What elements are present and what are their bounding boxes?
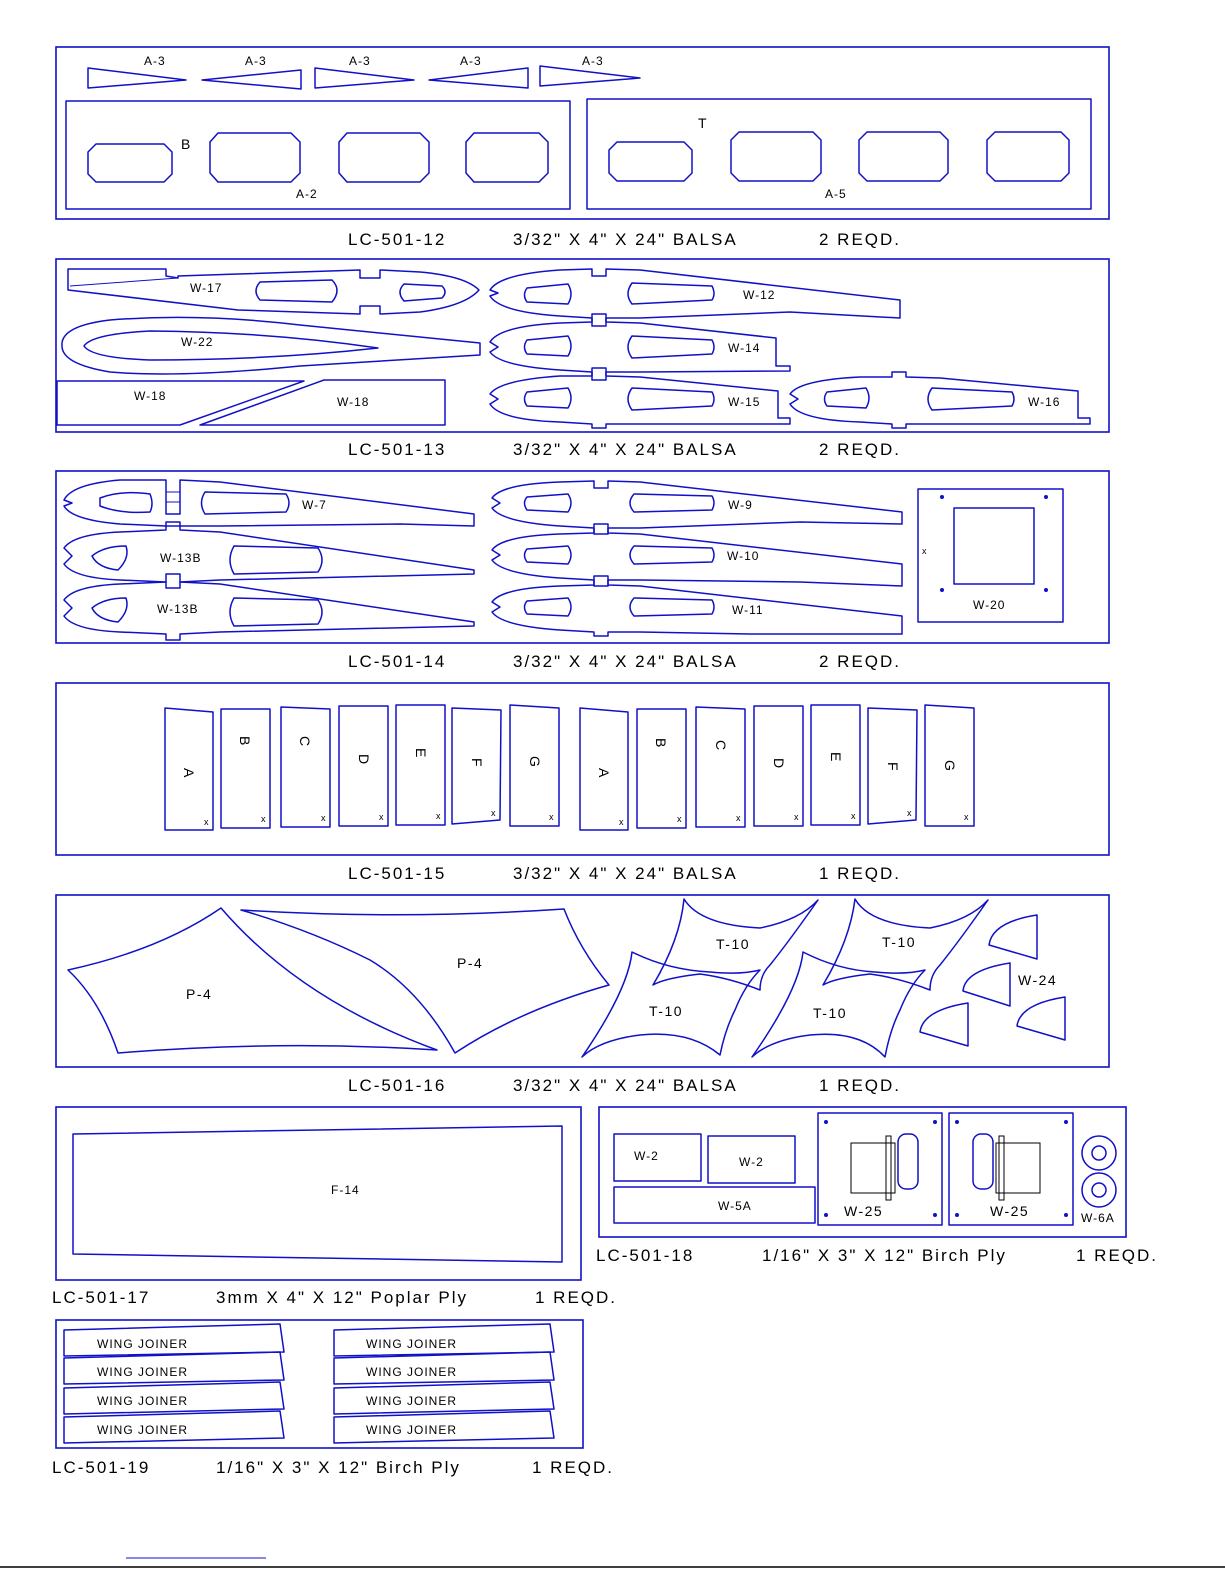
part-mark-x: x (964, 812, 970, 822)
part-label-w17: W-17 (190, 281, 223, 295)
part-label-b: B (181, 136, 192, 152)
part-label-w13b: W-13B (160, 551, 202, 565)
sheet-lc-501-14 (56, 471, 1109, 643)
rib-label-g: G (527, 756, 543, 769)
part-label-t10: T-10 (716, 936, 751, 952)
sheet-id-lc-501-14: LC-501-14 (348, 652, 447, 671)
sheet-qty-lc-501-12: 2 REQD. (819, 230, 902, 249)
sheet-qty-lc-501-16: 1 REQD. (819, 1076, 902, 1095)
rib-label-g: G (942, 760, 958, 773)
part-label-wing-joiner: WING JOINER (97, 1337, 188, 1351)
sheet-id-lc-501-19: LC-501-19 (52, 1458, 151, 1477)
part-label-w25: W-25 (990, 1203, 1030, 1219)
sheet-qty-lc-501-14: 2 REQD. (819, 652, 902, 671)
part-mark-x: x (794, 812, 800, 822)
part-mark-x: x (851, 811, 857, 821)
part-label-a3: A-3 (144, 54, 166, 68)
sheet-lc-501-17 (56, 1107, 581, 1280)
part-label-w18: W-18 (134, 389, 167, 403)
part-label-a3: A-3 (582, 54, 604, 68)
rib-label-a: A (181, 768, 197, 779)
part-label-w2: W-2 (739, 1155, 764, 1169)
part-label-w2: W-2 (634, 1149, 659, 1163)
sheet-spec-lc-501-13: 3/32" X 4" X 24" BALSA (513, 440, 738, 459)
part-label-w10: W-10 (727, 549, 760, 563)
rib-label-d: D (771, 758, 787, 770)
part-mark-x: x (619, 817, 625, 827)
sheet-spec-lc-501-17: 3mm X 4" X 12" Poplar Ply (216, 1288, 468, 1307)
part-mark-x: x (736, 813, 742, 823)
part-label-w6a: W-6A (1081, 1211, 1115, 1225)
part-label-wing-joiner: WING JOINER (97, 1423, 188, 1437)
part-label-a3: A-3 (245, 54, 267, 68)
sheet-lc-501-18 (599, 1107, 1126, 1237)
sheet-id-lc-501-12: LC-501-12 (348, 230, 447, 249)
sheet-spec-lc-501-19: 1/16" X 3" X 12" Birch Ply (216, 1458, 461, 1477)
part-label-w16: W-16 (1028, 395, 1061, 409)
part-label-wing-joiner: WING JOINER (366, 1337, 457, 1351)
rib-label-b: B (653, 738, 669, 749)
part-mark-x: x (907, 808, 913, 818)
rib-label-e: E (828, 752, 844, 763)
sheet-qty-lc-501-17: 1 REQD. (535, 1288, 618, 1307)
sheet-spec-lc-501-12: 3/32" X 4" X 24" BALSA (513, 230, 738, 249)
sheet-lc-501-12 (56, 47, 1109, 219)
rib-label-c: C (713, 740, 729, 752)
sheet-spec-lc-501-14: 3/32" X 4" X 24" BALSA (513, 652, 738, 671)
part-label-w14: W-14 (728, 341, 761, 355)
sheet-id-lc-501-15: LC-501-15 (348, 864, 447, 883)
part-label-t10: T-10 (649, 1003, 684, 1019)
part-label-a2: A-2 (296, 187, 318, 201)
part-mark-x: x (677, 814, 683, 824)
part-label-w13b: W-13B (157, 602, 199, 616)
part-mark-x: x (321, 813, 327, 823)
part-label-w7: W-7 (302, 498, 327, 512)
part-label-f14: F-14 (331, 1183, 360, 1197)
part-label-w18: W-18 (337, 395, 370, 409)
sheet-lc-501-19 (56, 1320, 583, 1448)
part-mark-x: x (491, 808, 497, 818)
part-label-a3: A-3 (460, 54, 482, 68)
part-label-wing-joiner: WING JOINER (366, 1365, 457, 1379)
rib-label-a: A (596, 768, 612, 779)
part-label-wing-joiner: WING JOINER (97, 1365, 188, 1379)
part-label-wing-joiner: WING JOINER (366, 1423, 457, 1437)
part-label-wing-joiner: WING JOINER (366, 1394, 457, 1408)
part-label-w24: W-24 (1018, 972, 1058, 988)
rib-label-d: D (356, 754, 372, 766)
part-mark-x: x (922, 546, 928, 556)
part-label-a5: A-5 (825, 187, 847, 201)
part-label-p4: P-4 (186, 986, 213, 1002)
sheet-id-lc-501-13: LC-501-13 (348, 440, 447, 459)
sheet-qty-lc-501-19: 1 REQD. (532, 1458, 615, 1477)
part-label-w25: W-25 (844, 1203, 884, 1219)
part-mark-x: x (379, 812, 385, 822)
sheet-id-lc-501-17: LC-501-17 (52, 1288, 151, 1307)
rib-label-e: E (413, 748, 429, 759)
part-label-a3: A-3 (349, 54, 371, 68)
part-label-w20: W-20 (973, 598, 1006, 612)
part-mark-x: x (549, 812, 555, 822)
sheet-spec-lc-501-18: 1/16" X 3" X 12" Birch Ply (762, 1246, 1007, 1265)
rib-label-b: B (237, 736, 253, 747)
rib-label-c: C (297, 736, 313, 748)
part-label-t: T (698, 115, 709, 131)
sheet-spec-lc-501-16: 3/32" X 4" X 24" BALSA (513, 1076, 738, 1095)
sheet-qty-lc-501-18: 1 REQD. (1076, 1246, 1159, 1265)
part-label-w22: W-22 (181, 335, 214, 349)
part-label-w15: W-15 (728, 395, 761, 409)
part-label-w12: W-12 (743, 288, 776, 302)
sheet-lc-501-15 (56, 683, 1109, 855)
sheet-lc-501-13 (56, 259, 1109, 432)
sheet-spec-lc-501-15: 3/32" X 4" X 24" BALSA (513, 864, 738, 883)
sheet-qty-lc-501-13: 2 REQD. (819, 440, 902, 459)
part-label-t10: T-10 (813, 1005, 848, 1021)
part-label-w11: W-11 (732, 603, 764, 617)
part-mark-x: x (261, 814, 267, 824)
sheet-qty-lc-501-15: 1 REQD. (819, 864, 902, 883)
sheet-id-lc-501-18: LC-501-18 (596, 1246, 695, 1265)
part-label-t10: T-10 (882, 934, 917, 950)
sheet-id-lc-501-16: LC-501-16 (348, 1076, 447, 1095)
part-mark-x: x (204, 817, 210, 827)
part-label-w5a: W-5A (718, 1199, 752, 1213)
part-label-w9: W-9 (728, 498, 753, 512)
rib-label-f: F (885, 762, 901, 773)
part-label-p4: P-4 (457, 955, 484, 971)
sheet-lc-501-16 (56, 895, 1109, 1067)
rib-label-f: F (469, 758, 485, 769)
part-mark-x: x (436, 811, 442, 821)
part-label-wing-joiner: WING JOINER (97, 1394, 188, 1408)
